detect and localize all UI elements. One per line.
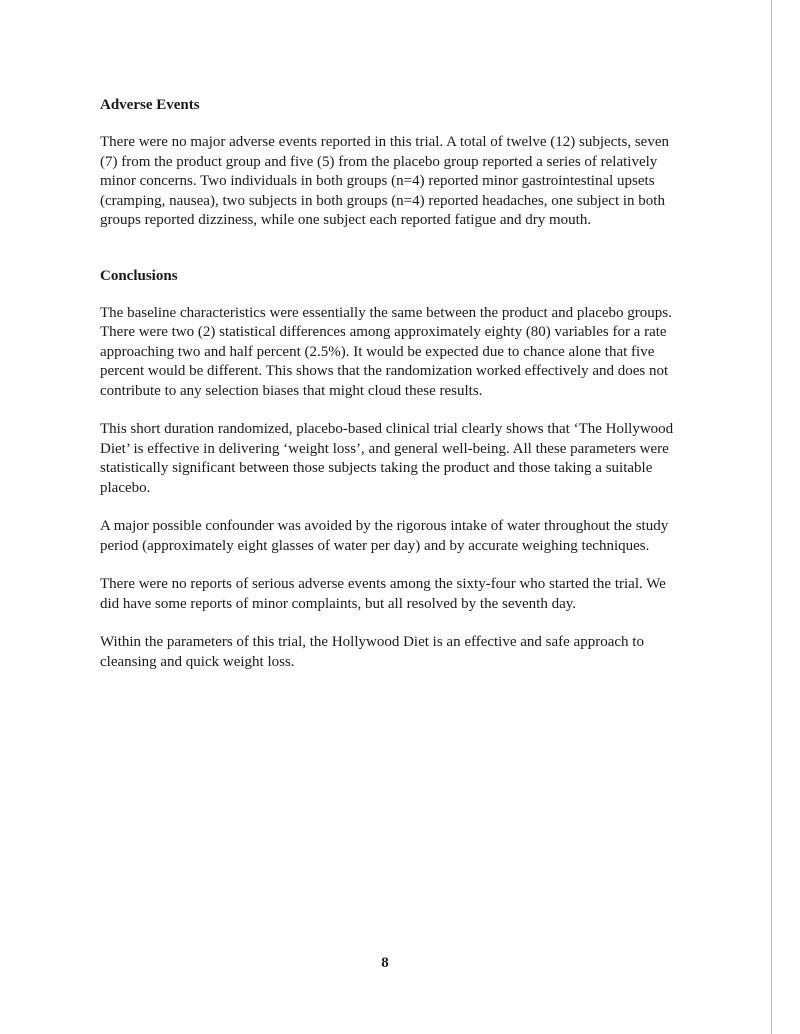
page-content (100, 96, 680, 691)
adverse-events-heading: Adverse Events (100, 97, 200, 113)
conclusions-paragraph-baseline: The baseline characteristics were essentially the same between the product and placebo groups. There were two (2) statistical differences among approximately eighty (80) variables for a rate approaching two and half percent (2.5%). It would be expected due to chance alone that five percent would be different. This shows that the randomization worked effectively and does not contribute to any selection biases that might cloud these results. (100, 304, 672, 399)
conclusions-paragraph-summary: Within the parameters of this trial, the Hollywood Diet is an effective and safe approach to cleansing and quick weight loss. (100, 634, 644, 670)
conclusions-paragraph-adverse-reports: There were no reports of serious adverse events among the sixty-four who started the trial. We did have some reports of minor complaints, but all resolved by the seventh day. (100, 576, 666, 612)
conclusions-paragraph-confounder: A major possible confounder was avoided by the rigorous intake of water throughout the study period (approximately eight glasses of water per day) and by accurate weighing techniques. (100, 518, 669, 554)
adverse-events-paragraph: There were no major adverse events reported in this trial. A total of twelve (12) subjects, seven (7) from the product group and five (5) from the placebo group reported a series of relatively minor concerns. Two individuals in both groups (n=4) reported minor gastrointestinal upsets (cramping, nausea), two subjects in both groups (n=4) reported headaches, one subject in both groups reported dizziness, while one subject each reported fatigue and dry mouth. (100, 134, 669, 228)
conclusions-heading: Conclusions (100, 267, 178, 284)
conclusions-paragraph-trial-results: This short duration randomized, placebo-based clinical trial clearly shows that ‘The Hollywood Diet’ is effective in delivering ‘weight loss’, and general well-being. All these parameters were statistically significant between those subjects taking the product and those taking a suitable placebo. (100, 421, 674, 496)
page-number: 8 (381, 955, 389, 971)
page-edge-line (771, 0, 772, 1034)
